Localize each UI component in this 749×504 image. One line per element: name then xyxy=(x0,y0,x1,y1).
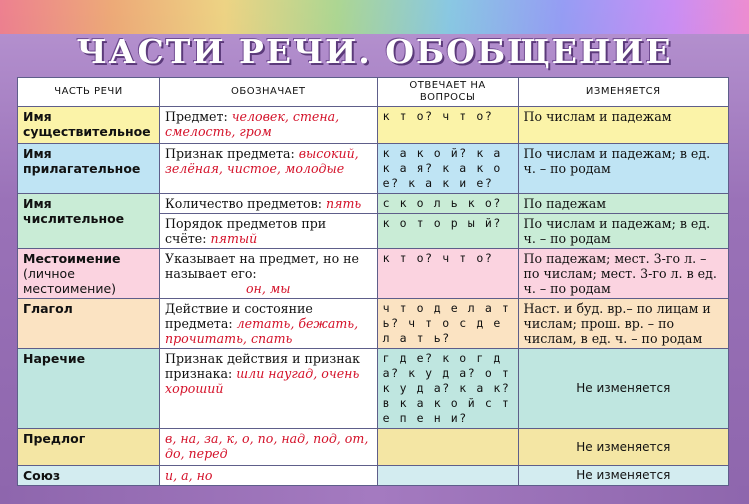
changes-noun: По числам и падежам xyxy=(518,107,728,144)
examples-noun: человек, стена, смелость, гром xyxy=(164,109,340,139)
answers-preposition xyxy=(377,429,518,466)
answers-conjunction xyxy=(377,466,518,486)
header-changes: ИЗМЕНЯЕТСЯ xyxy=(518,78,728,107)
row-adverb xyxy=(18,349,729,429)
changes-adjective: По числам и падежам; в ед. ч. – по родам xyxy=(518,144,728,194)
examples-pronoun-wrap xyxy=(165,281,372,296)
row-adjective xyxy=(18,144,729,194)
header-answers: ОТВЕЧАЕТ НА ВОПРОСЫ xyxy=(377,78,518,107)
part-verb: Глагол xyxy=(18,299,160,349)
parts-of-speech-table xyxy=(17,77,729,486)
examples-verb: летать, бежать, прочитать, спать xyxy=(164,316,359,346)
changes-pronoun: По падежам; мест. 3-го л. – по числам; мест. 3-го л. в ед. ч. – по родам xyxy=(518,249,728,299)
rainbow-banner xyxy=(0,0,749,34)
changes-preposition: Не изменяется xyxy=(518,429,728,466)
examples-pronoun: он, мы xyxy=(245,281,291,296)
row-verb xyxy=(18,299,729,349)
part-preposition: Предлог xyxy=(18,429,160,466)
part-noun: Имя существительное xyxy=(18,107,160,144)
means-adverb xyxy=(159,349,377,429)
means-adjective-text: Признак предмета: xyxy=(164,146,295,161)
answers-pronoun: к т о? ч т о? xyxy=(377,249,518,299)
means-noun xyxy=(159,107,377,144)
row-conjunction xyxy=(18,466,729,486)
changes-numeral-1: По падежам xyxy=(518,194,728,214)
examples-adverb: шли наугад, очень хороший xyxy=(164,366,360,396)
part-pronoun xyxy=(18,249,160,299)
means-verb-text: Действие и состояние предмета: xyxy=(164,301,313,331)
means-numeral-1-text: Количество предметов: xyxy=(164,196,322,211)
examples-preposition: в, на, за, к, о, по, над, под, от, до, перед xyxy=(164,431,369,461)
answers-numeral-1: с к о л ь к о? xyxy=(377,194,518,214)
part-pronoun-sub: (личное местоимение) xyxy=(23,266,117,296)
means-preposition xyxy=(159,429,377,466)
part-conjunction: Союз xyxy=(18,466,160,486)
means-pronoun xyxy=(159,249,377,299)
row-pronoun xyxy=(18,249,729,299)
part-adjective: Имя прилагательное xyxy=(18,144,160,194)
means-adjective xyxy=(159,144,377,194)
means-adverb-text: Признак действия и признак признака: xyxy=(164,351,361,381)
means-numeral-1 xyxy=(159,194,377,214)
row-noun xyxy=(18,107,729,144)
means-pronoun-text: Указывает на предмет, но не называет его: xyxy=(164,251,359,281)
row-numeral-1 xyxy=(18,194,729,214)
answers-numeral-2: к о т о р ы й? xyxy=(377,214,518,249)
header-row xyxy=(18,78,729,107)
header-means: ОБОЗНАЧАЕТ xyxy=(159,78,377,107)
means-verb xyxy=(159,299,377,349)
changes-adverb: Не изменяется xyxy=(518,349,728,429)
examples-adjective: высокий, зелёная, чистое, молодые xyxy=(164,146,359,176)
part-numeral: Имя числительное xyxy=(18,194,160,249)
row-preposition xyxy=(18,429,729,466)
means-conjunction xyxy=(159,466,377,486)
examples-conjunction: и, а, но xyxy=(164,468,213,483)
means-numeral-2-text: Порядок предметов при счёте: xyxy=(164,216,327,246)
header-part: ЧАСТЬ РЕЧИ xyxy=(18,78,160,107)
part-adverb: Наречие xyxy=(18,349,160,429)
bottom-strip xyxy=(0,486,749,504)
changes-verb: Наст. и буд. вр.– по лицам и числам; прош. вр. – по числам, в ед. ч. – по родам xyxy=(518,299,728,349)
page-title: ЧАСТИ РЕЧИ. ОБОБЩЕНИЕ xyxy=(76,32,673,71)
part-pronoun-label: Местоимение xyxy=(23,251,121,266)
changes-conjunction: Не изменяется xyxy=(518,466,728,486)
answers-noun: к т о? ч т о? xyxy=(377,107,518,144)
means-noun-text: Предмет: xyxy=(164,109,228,124)
examples-numeral-2: пятый xyxy=(210,231,258,246)
answers-adverb: г д е? к о г д а? к у д а? о т к у д а? к а к? в к а к о й с т е п е н и? xyxy=(377,349,518,429)
answers-adjective: к а к о й? к а к а я? к а к о е? к а к и е? xyxy=(377,144,518,194)
means-numeral-2 xyxy=(159,214,377,249)
changes-numeral-2: По числам и падежам; в ед. ч. – по родам xyxy=(518,214,728,249)
examples-numeral-1: пять xyxy=(326,196,362,211)
answers-verb: ч т о д е л а т ь? ч т о с д е л а т ь? xyxy=(377,299,518,349)
